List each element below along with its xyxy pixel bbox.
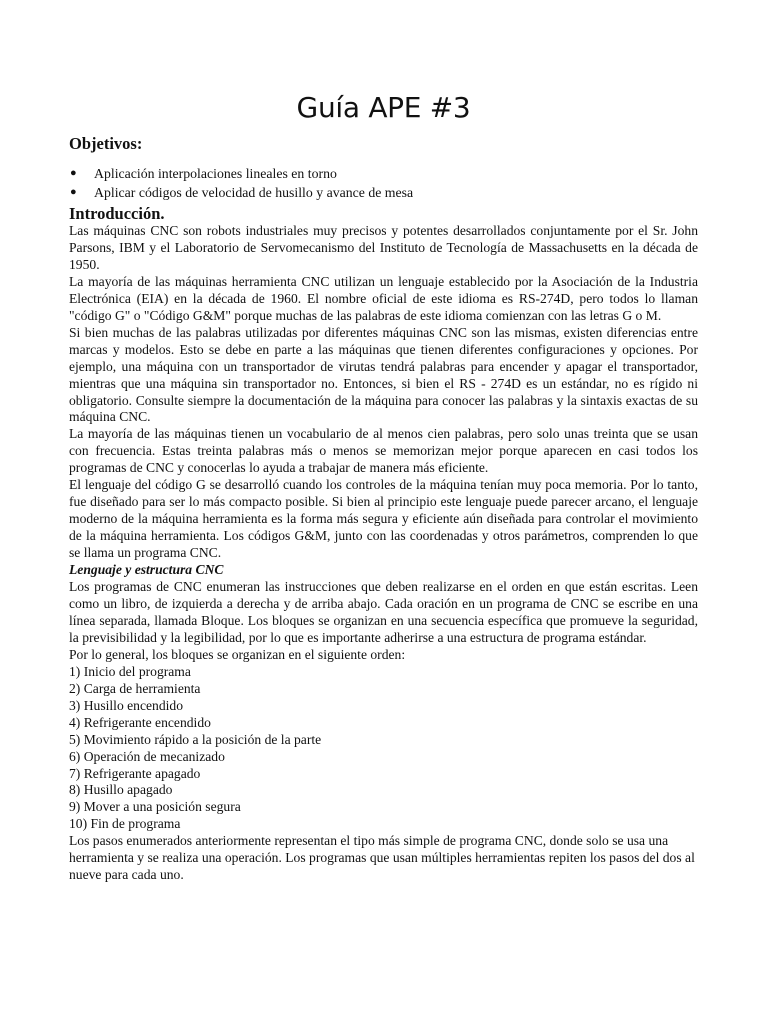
objectives-list — [69, 164, 698, 202]
program-step: 3) Husillo encendido — [69, 697, 184, 713]
document-title: Guía APE #3 — [296, 91, 471, 124]
program-step: 10) Fin de programa — [69, 816, 181, 832]
program-step: 9) Mover a una posición segura — [69, 799, 241, 815]
structure-paragraph: Los programas de CNC enumeran las instrucciones que deben realizarse en el orden en que están escritas. Leen como un libro, de izquierda a derecha y de arriba abajo. Cada oración en un programa de CNC se escribe en una línea separada, llamada Bloque. Los bloques se organizan en una secuencia específica que promueve la seguridad, la previsibilidad y la legibilidad, por lo que es importante adherirse a una estructura de programa estándar. — [69, 579, 698, 645]
objectives-heading: Objetivos: — [69, 134, 143, 153]
objective-item — [69, 183, 698, 202]
program-step: 5) Movimiento rápido a la posición de la parte — [69, 731, 322, 747]
objective-text: Aplicar códigos de velocidad de husillo y avance de mesa — [94, 185, 414, 200]
program-step: 4) Refrigerante encendido — [69, 714, 211, 730]
body-text — [69, 223, 698, 884]
program-step: 6) Operación de mecanizado — [69, 748, 225, 764]
structure-heading: Lenguaje y estructura CNC — [69, 562, 224, 578]
intro-paragraph: Si bien muchas de las palabras utilizadas por diferentes máquinas CNC son las mismas, existen diferencias entre marcas y modelos. Esto se debe en parte a las máquinas que tienen diferentes configuraciones y opciones. Por ejemplo, una máquina con un transportador de virutas tendrá palabras para encender y apagar el transportador, mientras que una máquina sin transportador no. Entonces, si bien el RS - 274D es un estándar, no es rígido ni obligatorio. Consulte siempre la documentación de la máquina para conocer las palabras y la sintaxis exactas de su máquina CNC. — [69, 324, 698, 425]
bullet-icon: ● — [70, 186, 77, 198]
program-step: 2) Carga de herramienta — [69, 680, 201, 696]
objective-item — [69, 164, 698, 183]
program-step: 7) Refrigerante apagado — [69, 765, 201, 781]
intro-paragraph: El lenguaje del código G se desarrolló cuando los controles de la máquina tenían muy poca memoria. Por lo tanto, fue diseñado para ser lo más compacto posible. Si bien al principio este lenguaje puede parecer arcano, el lenguaje moderno de la máquina herramienta es la forma más segura y eficiente aún diseñada para controlar el movimiento de la máquina herramienta. Los códigos G&M, junto con las coordenadas y otros parámetros, comprenden lo que se llama un programa CNC. — [69, 477, 698, 561]
bullet-icon: ● — [70, 167, 77, 179]
introduction-heading: Introducción. — [69, 204, 165, 223]
closing-paragraph: Los pasos enumerados anteriormente representan el tipo más simple de programa CNC, donde solo se usa una herramienta y se realiza una operación. Los programas que usan múltiples herramientas repiten los pasos del dos al nueve para cada uno. — [69, 833, 695, 883]
steps-intro-line: Por lo general, los bloques se organizan en el siguiente orden: — [69, 646, 406, 662]
program-step: 8) Husillo apagado — [69, 782, 173, 798]
program-step: 1) Inicio del programa — [69, 663, 191, 679]
intro-paragraph: La mayoría de las máquinas tienen un vocabulario de al menos cien palabras, pero solo unas treinta que se usan con frecuencia. Estas treinta palabras más o menos se memorizan mejor porque aparecen en casi todos los programas de CNC y conocerlas lo ayuda a trabajar de manera más eficiente. — [69, 426, 698, 476]
objective-text: Aplicación interpolaciones lineales en torno — [94, 166, 337, 181]
program-steps-list — [69, 664, 698, 834]
intro-paragraph: La mayoría de las máquinas herramienta CNC utilizan un lenguaje establecido por la Asociación de la Industria Electrónica (EIA) en la década de 1960. El nombre oficial de este idioma es RS-274D, pero todos lo llaman "código G" o "Código G&M" porque muchas de las palabras de este idioma comienzan con las letras G o M. — [69, 273, 698, 323]
intro-paragraph: Las máquinas CNC son robots industriales muy precisos y potentes desarrollados conjuntamente por el Sr. John Parsons, IBM y el Laboratorio de Servomecanismo del Instituto de Tecnología de Massachusetts en la década de 1950. — [69, 223, 698, 272]
